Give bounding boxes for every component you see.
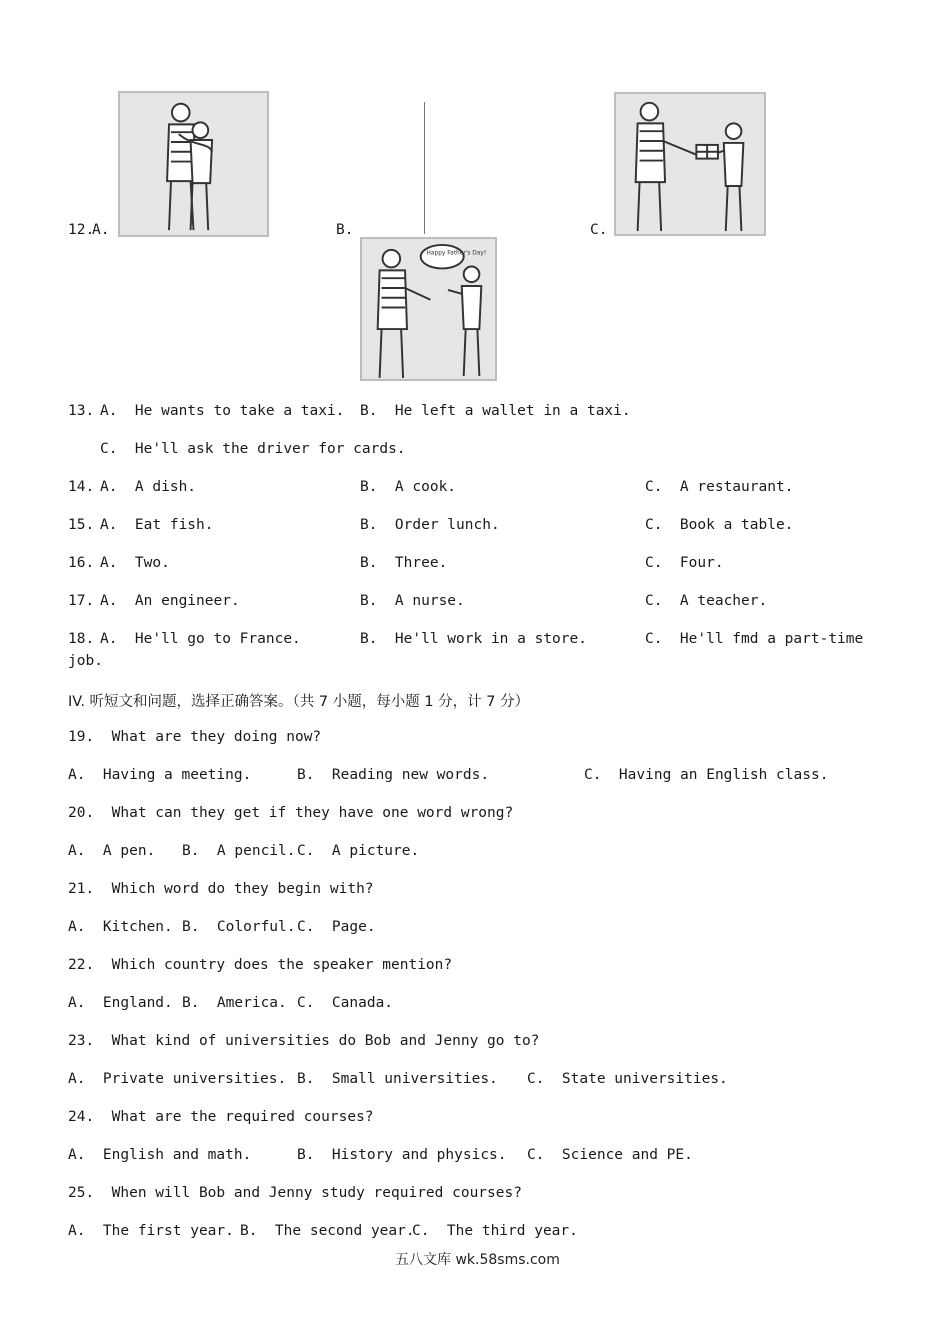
q25-option-b: B. The second year. — [240, 1223, 415, 1239]
q15-number: 15. — [68, 517, 95, 533]
q24-question: 24. What are the required courses? — [68, 1109, 374, 1125]
q21-question: 21. Which word do they begin with? — [68, 881, 374, 897]
q17-option-b: B. A nurse. — [360, 593, 465, 609]
q22-option-c: C. Canada. — [297, 995, 394, 1011]
q18-option-c: C. He'll fmd a part-time — [645, 631, 864, 647]
q20-option-b: B. A pencil. — [182, 843, 296, 859]
q16-option-c: C. Four. — [645, 555, 724, 571]
q14-option-b: B. A cook. — [360, 479, 457, 495]
q25-option-a: A. The first year. — [68, 1223, 234, 1239]
q20-option-c: C. A picture. — [297, 843, 420, 859]
q22-option-a: A. England. — [68, 995, 173, 1011]
q15-option-a: A. Eat fish. — [100, 517, 214, 533]
q18-option-a: A. He'll go to France. — [100, 631, 301, 647]
q12-bubble-text: Happy Father's Day! — [426, 250, 487, 257]
q13-option-a: A. He wants to take a taxi. — [100, 403, 345, 419]
q12-label-c: C. — [590, 222, 608, 238]
q13-option-c: C. He'll ask the driver for cards. — [100, 441, 406, 457]
q19-option-c: C. Having an English class. — [584, 767, 829, 783]
footer-watermark[interactable]: 五八文库 wk.58sms.com — [395, 1252, 560, 1268]
q18-option-b: B. He'll work in a store. — [360, 631, 587, 647]
q16-number: 16. — [68, 555, 95, 571]
q15-option-c: C. Book a table. — [645, 517, 794, 533]
q18-number: 18. — [68, 631, 95, 647]
q12-divider — [424, 102, 425, 234]
q19-question: 19. What are they doing now? — [68, 729, 322, 745]
q19-option-b: B. Reading new words. — [297, 767, 490, 783]
q17-option-c: C. A teacher. — [645, 593, 768, 609]
q12-label-b: B. — [336, 222, 354, 238]
section-4-heading: IV. 听短文和问题，选择正确答案。（共 7 小题，每小题 1 分，计 7 分） — [68, 694, 530, 710]
q12-picture-b-fathers-day — [360, 237, 497, 381]
q17-number: 17. — [68, 593, 95, 609]
q23-question: 23. What kind of universities do Bob and Jenny go to? — [68, 1033, 540, 1049]
q20-question: 20. What can they get if they have one word wrong? — [68, 805, 514, 821]
q19-option-a: A. Having a meeting. — [68, 767, 252, 783]
q23-option-c: C. State universities. — [527, 1071, 728, 1087]
q16-option-b: B. Three. — [360, 555, 448, 571]
q14-number: 14. — [68, 479, 95, 495]
q14-option-a: A. A dish. — [100, 479, 197, 495]
q12-number: 12. — [68, 222, 95, 238]
q21-option-c: C. Page. — [297, 919, 376, 935]
q23-option-b: B. Small universities. — [297, 1071, 498, 1087]
q24-option-c: C. Science and PE. — [527, 1147, 693, 1163]
q21-option-a: A. Kitchen. — [68, 919, 173, 935]
q16-option-a: A. Two. — [100, 555, 170, 571]
q12-picture-c-gift — [614, 92, 766, 236]
q24-option-b: B. History and physics. — [297, 1147, 507, 1163]
q13-option-b: B. He left a wallet in a taxi. — [360, 403, 631, 419]
q12-picture-a-hug — [118, 91, 269, 237]
q23-option-a: A. Private universities. — [68, 1071, 287, 1087]
q20-option-a: A. A pen. — [68, 843, 156, 859]
q25-option-c: C. The third year. — [412, 1223, 578, 1239]
q17-option-a: A. An engineer. — [100, 593, 240, 609]
q18-option-c-wrap: job. — [68, 653, 103, 669]
q21-option-b: B. Colorful. — [182, 919, 296, 935]
q22-option-b: B. America. — [182, 995, 287, 1011]
q14-option-c: C. A restaurant. — [645, 479, 794, 495]
q24-option-a: A. English and math. — [68, 1147, 252, 1163]
q25-question: 25. When will Bob and Jenny study required courses? — [68, 1185, 522, 1201]
q13-number: 13. — [68, 403, 95, 419]
q12-label-a: A. — [92, 222, 110, 238]
q15-option-b: B. Order lunch. — [360, 517, 500, 533]
q22-question: 22. Which country does the speaker mention? — [68, 957, 453, 973]
